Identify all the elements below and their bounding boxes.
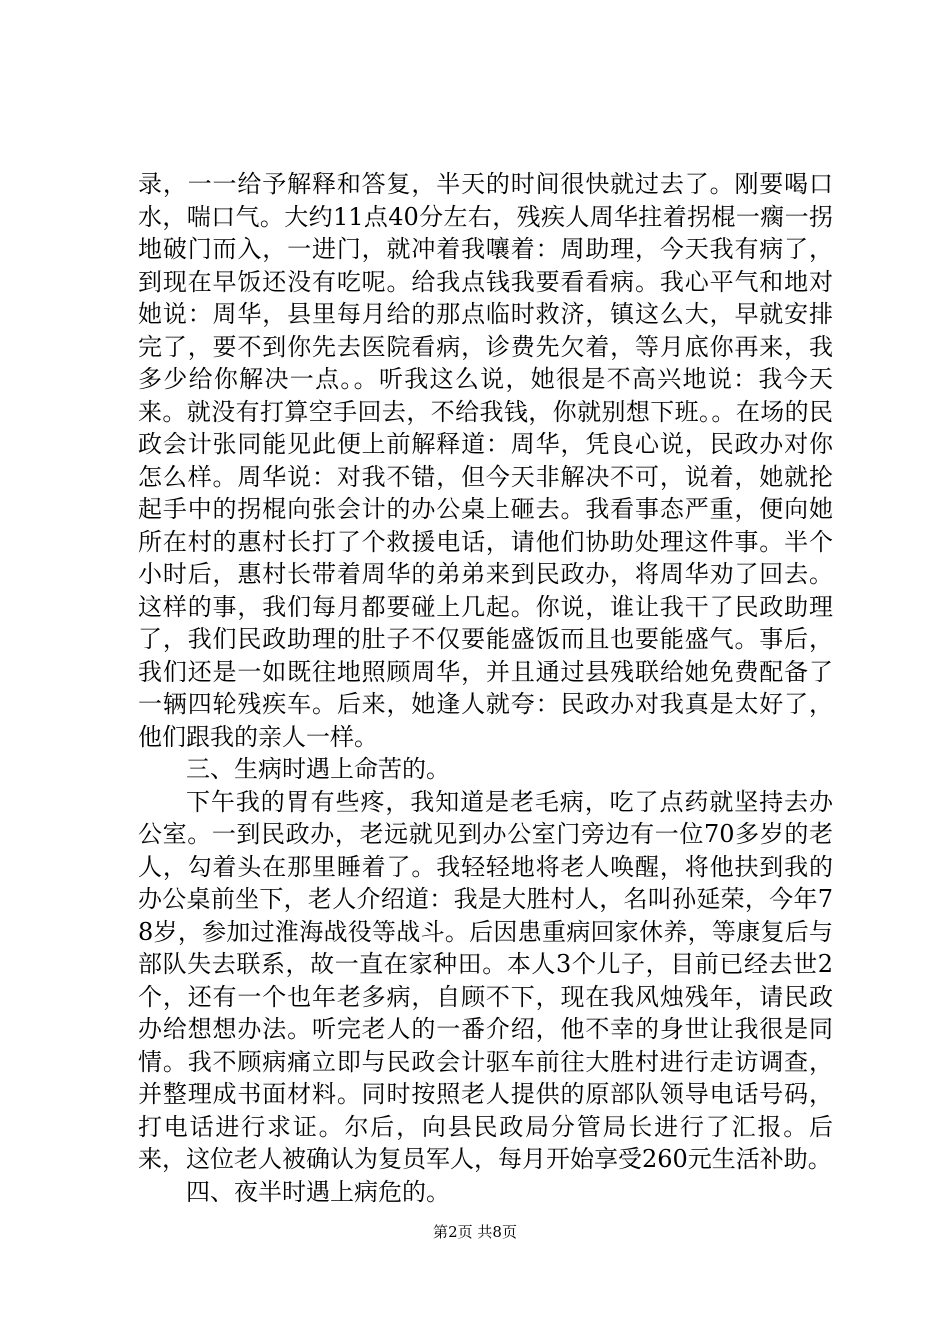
section-heading: 四、夜半时遇上病危的。 [186,1177,450,1206]
total-pages: 8 [492,1223,502,1241]
document-body [138,168,833,1208]
footer-suffix: 页 [501,1223,517,1241]
page-number: 2 [448,1223,458,1241]
page-footer [0,1222,950,1242]
footer-mid: 页 共 [457,1223,493,1241]
paragraph: 录，一一给予解释和答复，半天的时间很快就过去了。刚要喝口水，喘口气。大约11点40分左右，残疾人周华拄着拐棍一瘸一拐地破门而入，一进门，就冲着我嚷着：周助理，今天我有病了，到现在早饭还没有吃呢。给我点钱我要看看病。我心平气和地对她说：周华，县里每月给的那点临时救济，镇这么大，早就安排完了，要不到你先去医院看病，诊费先欠着，等月底你再来，我多少给你解决一点。。听我这么说，她很是不高兴地说：我今天来。就没有打算空手回去，不给我钱，你就别想下班。。在场的民政会计张同能见此便上前解释道：周华，凭良心说，民政办对你怎么样。周华说：对我不错，但今天非解决不可，说着，她就抡起手中的拐棍向张会计的办公桌上砸去。我看事态严重，便向她所在村的惠村长打了个救援电话，请他们协助处理这件事。半个小时后，惠村长带着周华的弟弟来到民政办，将周华劝了回去。这样的事，我们每月都要碰上几起。你说，谁让我干了民政助理了，我们民政助理的肚子不仅要能盛饭而且也要能盛气。事后，我们还是一如既往地照顾周华，并且通过县残联给她免费配备了一辆四轮残疾车。后来，她逢人就夸：民政办对我真是太好了，他们跟我的亲人一样。 [138,170,833,751]
footer-prefix: 第 [433,1223,449,1241]
paragraph: 下午我的胃有些疼，我知道是老毛病，吃了点药就坚持去办公室。一到民政办，老远就见到办公室门旁边有一位70多岁的老人，勾着头在那里睡着了。我轻轻地将老人唤醒，将他扶到我的办公桌前坐下，老人介绍道：我是大胜村人，名叫孙延荣，今年78岁，参加过淮海战役等战斗。后因患重病回家休养，等康复后与部队失去联系，故一直在家种田。本人3个儿子，目前已经去世2个，还有一个也年老多病，自顾不下，现在我风烛残年，请民政办给想想办法。听完老人的一番介绍，他不幸的身世让我很是同情。我不顾病痛立即与民政会计驱车前往大胜村进行走访调查，并整理成书面材料。同时按照老人提供的原部队领导电话号码，打电话进行求证。尔后，向县民政局分管局长进行了汇报。后来，这位老人被确认为复员军人，每月开始享受260元生活补助。 [138,787,833,1173]
section-heading: 三、生病时遇上命苦的。 [186,755,450,783]
